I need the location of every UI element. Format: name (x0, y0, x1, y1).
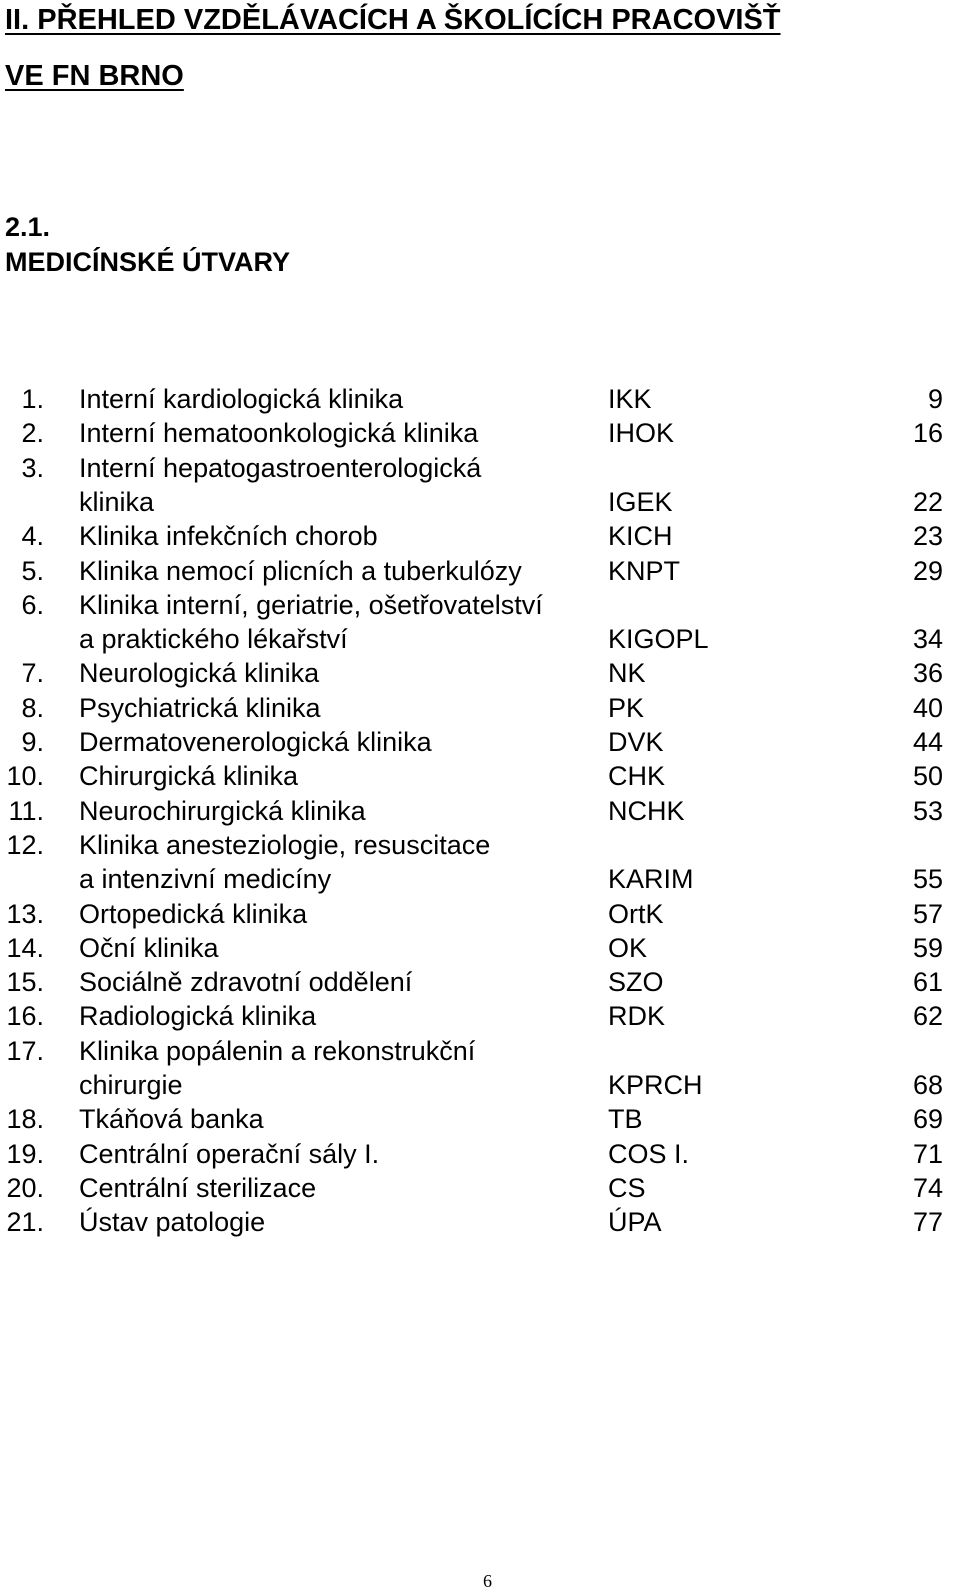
toc-row (0, 1034, 960, 1068)
toc-number: 4. (21, 521, 44, 552)
toc-row (0, 656, 960, 690)
toc-number: 10. (6, 761, 44, 792)
toc-row (0, 519, 960, 553)
toc-page: 34 (912, 624, 943, 655)
toc-number: 19. (6, 1138, 44, 1169)
toc-number: 20. (6, 1172, 44, 1203)
toc-title: Radiologická klinika (79, 1001, 317, 1032)
toc-page: 59 (912, 932, 943, 963)
toc-row (0, 1068, 960, 1102)
toc-row (0, 897, 960, 931)
toc-number: 13. (6, 898, 44, 929)
toc-title: Interní kardiologická klinika (79, 384, 404, 414)
toc-abbreviation: KARIM (608, 864, 694, 895)
toc-abbreviation: KIGOPL (608, 624, 709, 655)
toc-row (0, 862, 960, 896)
toc-title: Oční klinika (79, 932, 219, 963)
toc-row (0, 725, 960, 759)
toc-abbreviation: PK (608, 692, 645, 723)
toc-abbreviation: KNPT (608, 555, 681, 586)
toc-abbreviation: SZO (608, 967, 664, 998)
toc-page: 61 (912, 967, 943, 998)
toc-page: 71 (912, 1138, 943, 1169)
toc-abbreviation: IKK (608, 384, 652, 414)
toc-title: Neurochirurgická klinika (79, 795, 366, 826)
toc-row (0, 794, 960, 828)
toc-title: a praktického lékařství (79, 624, 348, 655)
toc-page: 16 (912, 418, 943, 449)
toc-page: 29 (912, 555, 943, 586)
toc-row (0, 416, 960, 450)
toc-page: 62 (912, 1001, 943, 1032)
toc-row (0, 485, 960, 519)
toc-page: 74 (912, 1172, 943, 1203)
toc-number: 5. (21, 555, 44, 586)
toc-abbreviation: DVK (608, 727, 664, 757)
toc-row (0, 1171, 960, 1205)
toc-page: 23 (912, 521, 943, 552)
toc-page: 22 (912, 486, 943, 517)
toc-number: 21. (6, 1207, 44, 1238)
toc-number: 11. (8, 795, 44, 826)
toc-abbreviation: CHK (608, 761, 666, 792)
toc-title: Sociálně zdravotní oddělení (79, 967, 413, 998)
toc-page: 53 (912, 795, 943, 826)
toc-row (0, 382, 960, 416)
toc-abbreviation: OrtK (608, 898, 664, 929)
toc-number: 3. (21, 452, 44, 483)
toc-row (0, 554, 960, 588)
toc-page: 44 (912, 727, 943, 757)
toc-abbreviation: COS I. (608, 1138, 690, 1169)
toc-number: 7. (21, 658, 44, 689)
toc-number: 12. (6, 829, 44, 860)
toc-number: 15. (6, 967, 44, 998)
toc-title: Neurologická klinika (79, 658, 320, 689)
toc-abbreviation: OK (608, 932, 648, 963)
toc-page: 69 (912, 1104, 943, 1135)
toc-abbreviation: ÚPA (608, 1207, 662, 1238)
toc-title: Centrální operační sály I. (79, 1138, 380, 1169)
toc-title: Ortopedická klinika (79, 898, 308, 929)
toc-page: 68 (912, 1070, 943, 1100)
toc-title: Klinika anesteziologie, resuscitace (79, 829, 491, 860)
heading-line-1: II. PŘEHLED VZDĚLÁVACÍCH A ŠKOLÍCÍCH PRACOVIŠŤ (5, 4, 781, 36)
toc-row (0, 451, 960, 485)
toc-row (0, 999, 960, 1033)
toc-row (0, 1137, 960, 1171)
toc-abbreviation: NK (608, 658, 646, 689)
toc-number: 16. (6, 1001, 44, 1032)
toc-row (0, 691, 960, 725)
toc-title: Klinika infekčních chorob (79, 521, 378, 552)
toc-abbreviation: KICH (608, 521, 673, 552)
toc-title: Ústav patologie (79, 1207, 266, 1238)
toc-page: 36 (912, 658, 943, 689)
toc-abbreviation: NCHK (608, 795, 685, 826)
toc-page: 55 (912, 864, 943, 895)
toc-page: 57 (912, 898, 943, 929)
toc-row (0, 588, 960, 622)
toc-row (0, 1205, 960, 1239)
toc-title: Interní hematoonkologická klinika (79, 418, 479, 449)
toc-page: 9 (927, 384, 943, 414)
toc-page: 50 (912, 761, 943, 792)
toc-title: Klinika nemocí plicních a tuberkulózy (79, 555, 522, 586)
toc-title: Centrální sterilizace (79, 1172, 317, 1203)
toc-title: klinika (79, 486, 155, 517)
toc-row (0, 759, 960, 793)
toc-row (0, 965, 960, 999)
toc-page: 77 (912, 1207, 943, 1238)
toc-title: a intenzivní medicíny (79, 864, 332, 895)
toc-row (0, 1102, 960, 1136)
toc-title: Klinika popálenin a rekonstrukční (79, 1035, 476, 1066)
toc-title: Klinika interní, geriatrie, ošetřovatelství (79, 589, 543, 620)
toc-abbreviation: KPRCH (608, 1070, 703, 1100)
toc-title: Tkáňová banka (79, 1104, 264, 1135)
toc-abbreviation: RDK (608, 1001, 666, 1032)
toc-row (0, 828, 960, 862)
toc-number: 6. (21, 589, 44, 620)
page-number: 6 (483, 1571, 492, 1591)
toc-page: 40 (912, 692, 943, 723)
toc-number: 18. (6, 1104, 44, 1135)
toc-abbreviation: IGEK (608, 486, 673, 517)
toc-number: 14. (6, 932, 44, 963)
toc-number: 9. (21, 727, 44, 757)
toc-row (0, 931, 960, 965)
toc-title: Chirurgická klinika (79, 761, 299, 792)
toc-title: Psychiatrická klinika (79, 692, 321, 723)
toc-number: 8. (21, 692, 44, 723)
toc-title: Interní hepatogastroenterologická (79, 452, 482, 483)
heading-line-2: VE FN BRNO (5, 60, 184, 92)
toc-title: Dermatovenerologická klinika (79, 727, 432, 757)
toc-row (0, 622, 960, 656)
toc-number: 1. (21, 384, 44, 414)
toc-abbreviation: TB (608, 1104, 643, 1135)
toc-abbreviation: CS (608, 1172, 646, 1203)
toc-title: chirurgie (79, 1070, 183, 1100)
toc-number: 2. (21, 418, 44, 449)
toc-abbreviation: IHOK (608, 418, 675, 449)
section-title: MEDICÍNSKÉ ÚTVARY (5, 247, 291, 277)
toc-number: 17. (6, 1035, 44, 1066)
section-number: 2.1. (5, 212, 51, 242)
